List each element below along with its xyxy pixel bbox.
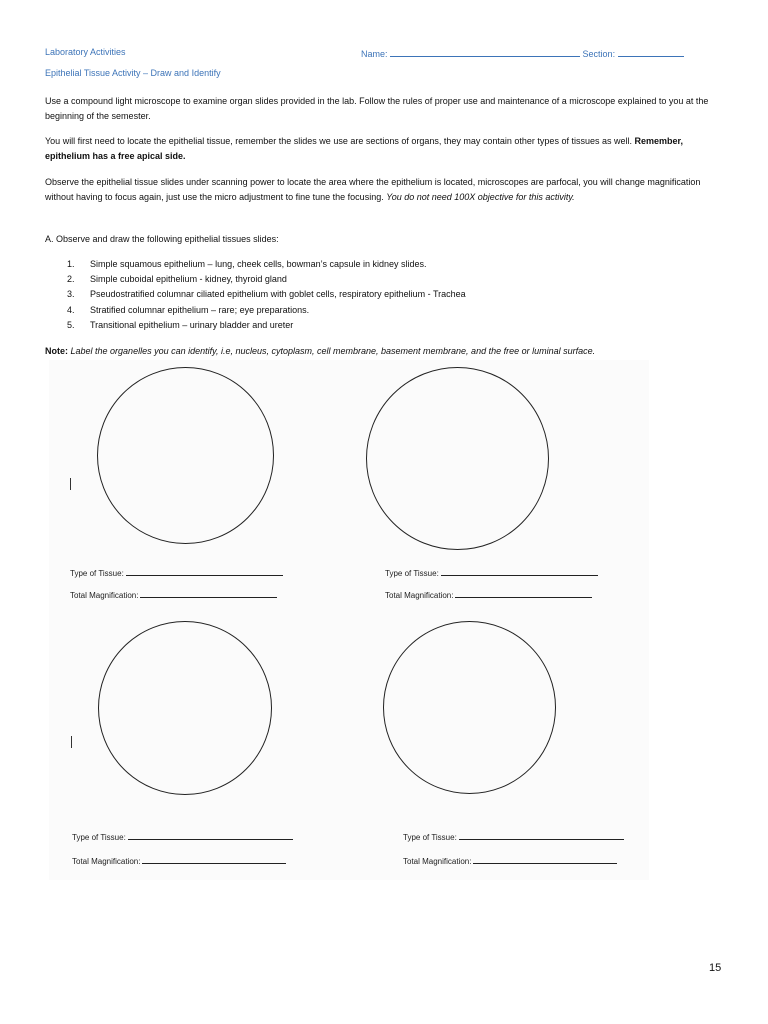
note-text: Label the organelles you can identify, i.e, nucleus, cytoplasm, cell membrane, basement membrane, and the free or luminal surface.: [70, 346, 596, 356]
instructions-paragraph-2: [45, 134, 717, 164]
list-item: 3. Pseudostratified columnar ciliated epithelium with goblet cells, respiratory epithelium - Trachea: [67, 289, 466, 300]
instructions-paragraph-1: Use a compound light microscope to examine organ slides provided in the lab. Follow the rules of proper use and maintenance of a microscope explained to you at the beginning of the semester.: [45, 96, 709, 121]
drawing-circle-1[interactable]: [97, 367, 274, 544]
total-magnification-field-4[interactable]: Total Magnification:: [403, 855, 617, 866]
drawing-circle-2[interactable]: [366, 367, 549, 550]
header-activity-title: Epithelial Tissue Activity – Draw and Identify: [45, 68, 221, 78]
list-item: 1. Simple squamous epithelium – lung, cheek cells, bowman’s capsule in kidney slides.: [67, 259, 427, 269]
total-magnification-field-1[interactable]: Total Magnification:: [70, 589, 277, 600]
name-blank-line[interactable]: [390, 47, 580, 57]
paragraph-2-bold: Remember, epithelium has a free apical side.: [45, 136, 684, 161]
total-magnification-field-3[interactable]: Total Magnification:: [72, 855, 286, 866]
type-of-tissue-field-2[interactable]: Type of Tissue:: [385, 567, 598, 578]
slide-list: [45, 257, 466, 333]
page-number: 15: [709, 962, 722, 974]
total-magnification-field-2[interactable]: Total Magnification:: [385, 589, 592, 600]
note: [45, 344, 595, 359]
paragraph-2-text: You will first need to locate the epithelial tissue, remember the slides we use are sections of organs, they may contain other types of tissues as well.: [45, 136, 632, 146]
name-label: Name:: [361, 49, 388, 59]
paragraph-3-text: Observe the epithelial tissue slides under scanning power to locate the area where the epithelium is located, microscopes are parfocal, you will change magnification without having to focus again, just use the micro adjustment to fine tune the focusing.: [45, 177, 701, 202]
drawing-circle-4[interactable]: [383, 621, 556, 794]
type-of-tissue-field-4[interactable]: Type of Tissue:: [403, 831, 624, 842]
instructions-paragraph-3: [45, 175, 717, 205]
drawing-circle-3[interactable]: [98, 621, 272, 795]
type-of-tissue-field-1[interactable]: Type of Tissue:: [70, 567, 283, 578]
type-of-tissue-field-3[interactable]: Type of Tissue:: [72, 831, 293, 842]
paragraph-3-italic: You do not need 100X objective for this activity.: [386, 192, 575, 202]
text-cursor: [71, 736, 72, 748]
list-item: 5. Transitional epithelium – urinary bladder and ureter: [67, 319, 294, 330]
section-blank-line[interactable]: [618, 47, 684, 57]
section-a-heading: A. Observe and draw the following epithelial tissues slides:: [45, 234, 279, 244]
list-item: 4. Stratified columnar epithelium – rare; eye preparations.: [67, 304, 310, 315]
note-label: Note:: [45, 346, 68, 356]
name-section-fields: [361, 47, 684, 59]
list-item: 2. Simple cuboidal epithelium - kidney, thyroid gland: [67, 274, 287, 285]
section-label: Section:: [582, 49, 616, 59]
text-cursor: [70, 478, 71, 490]
header-lab-title: Laboratory Activities: [45, 47, 126, 57]
